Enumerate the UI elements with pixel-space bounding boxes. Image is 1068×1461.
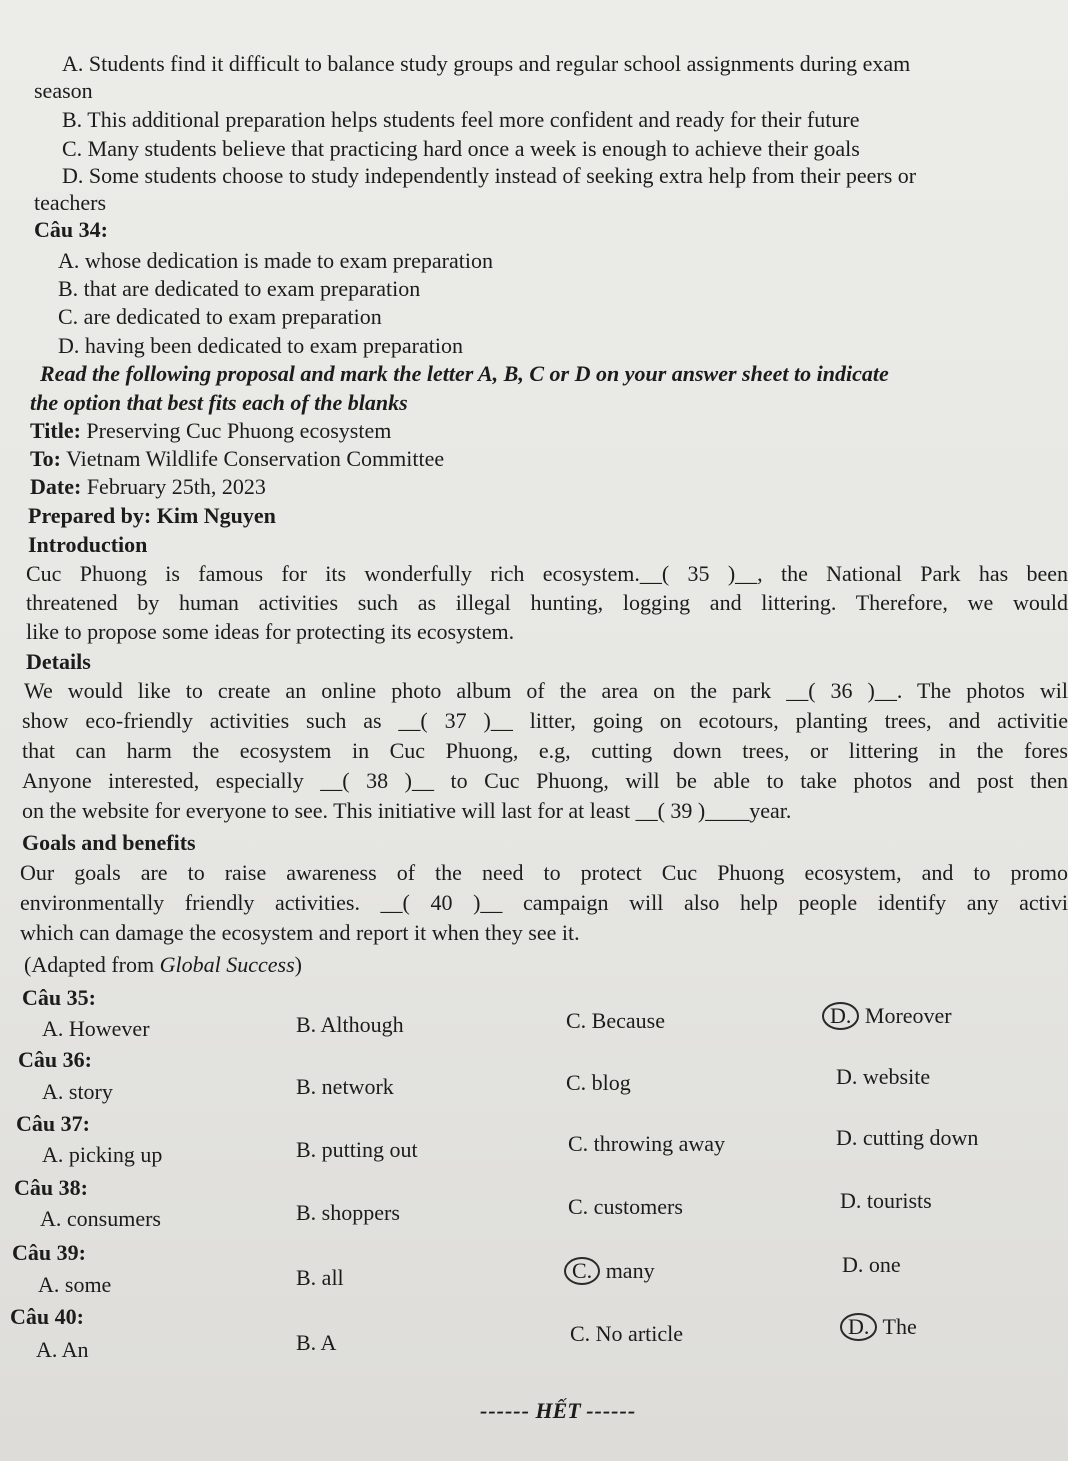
q35-answer-circle: D. <box>822 1002 859 1030</box>
intro-line-1: Cuc Phuong is famous for its wonderfully rich ecosystem.__( 35 )__, the National Park has been <box>26 561 1068 586</box>
q39-option-a: A. some <box>38 1272 112 1297</box>
q37-option-d: D. cutting down <box>836 1125 979 1150</box>
end-marker <box>480 1398 636 1424</box>
q34-option-d: D. having been dedicated to exam preparation <box>58 333 464 358</box>
proposal-title: Preserving Cuc Phuong ecosystem <box>86 418 392 443</box>
adapted-prefix: (Adapted from <box>24 952 160 977</box>
q40-label: Câu 40: <box>10 1304 84 1329</box>
q40-option-a: A. An <box>36 1337 89 1362</box>
goals-heading: Goals and benefits <box>22 830 196 855</box>
q39-answer-circle: C. <box>564 1257 600 1285</box>
q35-option-c: C. Because <box>566 1008 665 1033</box>
q35-label: Câu 35: <box>22 985 96 1010</box>
q39-option-d: D. one <box>842 1252 901 1277</box>
q38-option-d: D. tourists <box>840 1188 932 1213</box>
to-label: To: <box>30 446 61 471</box>
q37-option-a: A. picking up <box>42 1142 163 1167</box>
q35-option-d <box>830 1002 952 1030</box>
q39-option-c-text: many <box>605 1258 655 1283</box>
q34-option-c: C. are dedicated to exam preparation <box>58 304 382 329</box>
q36-option-b: B. network <box>296 1074 394 1099</box>
q39-option-c <box>572 1257 655 1285</box>
goals-line-3: which can damage the ecosystem and report it when they see it. <box>20 920 580 945</box>
intro-line-2: threatened by human activities such as illegal hunting, logging and littering. Therefore, we would <box>26 590 1068 615</box>
q35-option-d-text: Moreover <box>864 1003 952 1028</box>
q40-option-d <box>848 1313 917 1341</box>
q38-option-a: A. consumers <box>40 1206 161 1231</box>
proposal-to-line <box>30 445 444 473</box>
details-heading: Details <box>26 649 91 674</box>
end-dash-left: ------ <box>480 1398 530 1423</box>
q36-option-a: A. story <box>42 1079 113 1104</box>
q34-option-a: A. whose dedication is made to exam preparation <box>58 248 493 273</box>
q33-option-b: B. This additional preparation helps students feel more confident and ready for their future <box>62 107 860 132</box>
q34-option-b: B. that are dedicated to exam preparation <box>58 276 421 301</box>
q33-option-c: C. Many students believe that practicing hard once a week is enough to achieve their goals <box>62 136 860 161</box>
q36-option-d: D. website <box>836 1064 931 1089</box>
q40-option-d-text: The <box>882 1314 917 1339</box>
adapted-source: Global Success <box>159 952 295 977</box>
title-label: Title: <box>30 418 81 443</box>
details-line-2: show eco-friendly activities such as __( 37 )__ litter, going on ecotours, planting trees, and activitie <box>22 708 1068 733</box>
q38-option-c: C. customers <box>568 1194 683 1219</box>
q33-option-d-cont: teachers <box>34 190 107 215</box>
adapted-suffix: ) <box>294 952 302 977</box>
q33-option-a-cont: season <box>34 78 93 103</box>
q36-label: Câu 36: <box>18 1047 92 1072</box>
q39-label: Câu 39: <box>12 1240 86 1265</box>
q37-label: Câu 37: <box>16 1111 90 1136</box>
goals-line-1: Our goals are to raise awareness of the need to protect Cuc Phuong ecosystem, and to promo <box>20 860 1068 885</box>
introduction-heading: Introduction <box>28 532 148 557</box>
intro-line-3: like to propose some ideas for protecting its ecosystem. <box>26 619 515 644</box>
q40-option-c: C. No article <box>570 1321 684 1346</box>
adapted-source-line <box>24 951 302 979</box>
q37-option-c: C. throwing away <box>568 1131 726 1156</box>
q40-option-b: B. A <box>296 1330 337 1355</box>
details-line-5: on the website for everyone to see. This initiative will last for at least __( 39 )____year. <box>22 798 792 823</box>
instruction-line-1: Read the following proposal and mark the letter A, B, C or D on your answer sheet to indicate <box>40 361 889 386</box>
q39-option-b: B. all <box>296 1265 344 1290</box>
q35-option-a: A. However <box>42 1016 150 1041</box>
end-dash-right: ------ <box>586 1398 637 1423</box>
q36-option-c: C. blog <box>566 1070 631 1095</box>
prepared-by: Prepared by: Kim Nguyen <box>28 503 276 528</box>
details-line-3: that can harm the ecosystem in Cuc Phuong, e.g, cutting down trees, or littering in the fores <box>22 738 1068 763</box>
proposal-date-line <box>30 473 266 501</box>
q38-option-b: B. shoppers <box>296 1200 400 1225</box>
proposal-date: February 25th, 2023 <box>86 474 266 499</box>
q33-option-d: D. Some students choose to study independently instead of seeking extra help from their peers or <box>62 163 917 188</box>
q34-label: Câu 34: <box>34 217 108 242</box>
details-line-4: Anyone interested, especially __( 38 )__ to Cuc Phuong, will be able to take photos and post then <box>22 768 1068 793</box>
end-text: HẾT <box>535 1398 581 1423</box>
date-label: Date: <box>30 474 82 499</box>
q33-option-a: A. Students find it difficult to balance study groups and regular school assignments during exam <box>62 51 911 76</box>
q38-label: Câu 38: <box>14 1175 88 1200</box>
proposal-to: Vietnam Wildlife Conservation Committee <box>66 446 445 471</box>
q40-answer-circle: D. <box>840 1313 877 1341</box>
q37-option-b: B. putting out <box>296 1137 418 1162</box>
instruction-line-2: the option that best fits each of the blanks <box>30 390 408 415</box>
goals-line-2: environmentally friendly activities. __( 40 )__ campaign will also help people identify any activi <box>20 890 1068 915</box>
q35-option-b: B. Although <box>296 1012 404 1037</box>
details-line-1: We would like to create an online photo album of the area on the park __( 36 )__. The photos wil <box>24 678 1068 703</box>
proposal-title-line <box>30 417 391 445</box>
